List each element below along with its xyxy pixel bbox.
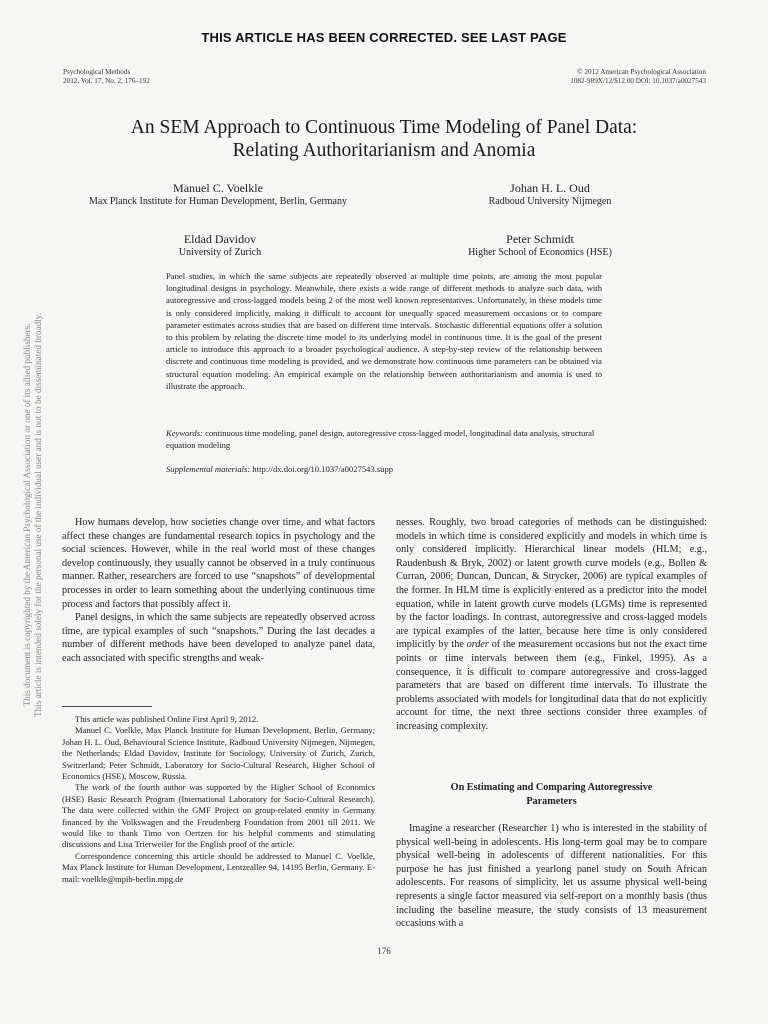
footnote: This article was published Online First April 9, 2012. (75, 714, 259, 724)
supplemental-link[interactable]: http://dx.doi.org/10.1037/a0027543.supp (250, 464, 394, 474)
footnote: The work of the fourth author was supported by the Higher School of Economics (HSE) Basic Research Program (International Laboratory for Socio-Cultural Research). The data were collected within the GMF Project on group-related enmity in Germany financed by the Volkswagen and the Freudenberg Foundation from 2001 till 2011. We would like to thank Timo von Oertzen for his helpful comments and stimulating discussions and Lisa Trierweiler for the English proof of the article. (62, 782, 375, 850)
author-affiliation: Max Planck Institute for Human Development, Berlin, Germany (89, 196, 347, 207)
body-column-left (62, 516, 375, 666)
body-paragraph: How humans develop, how societies change over time, and what factors affect these changes are fundamental research topics in psychology and the social sciences. However, while in the real world most of these changes develop continuously, they usually cannot be observed in a truly continuous manner. Rather, researchers are forced to use “snapshots” of developmental processes in order to learn something about the underlying continuous time process and factors that possibly affect it. (62, 517, 375, 610)
author-affiliation: University of Zurich (178, 247, 262, 258)
footnote: Manuel C. Voelkle, Max Planck Institute for Human Development, Berlin, Germany; Johan H. L. Oud, Behavioural Science Institute, Radboud University Nijmegen, Nijmegen, the Netherlands; Eldad Davidov, Institute for Sociology, University of Zurich, Zurich, Switzerland; Peter Schmidt, Laboratory for Socio-Cultural Research, Higher School of Economics (HSE), Moscow, Russia. (62, 725, 375, 782)
author-name: Peter Schmidt (506, 232, 574, 246)
author-name: Eldad Davidov (183, 232, 257, 246)
author-block-3 (100, 232, 340, 260)
body-text: nesses. Roughly, two broad categories of methods can be distinguished: models in which time is considered explicitly and models in which time is only considered implicitly. Hierarchical linear models (HLM; e.g., Raudenbush & Bryk, 2002) or latent growth curve models (e.g., Bollen & Curran, 2006; Duncan, Duncan, & Strycker, 2006) are typical examples of the former. In HLM time is explicitly entered as a predictor into the model equation, while in latent growth curve models (LGMs) time is represented by the factor loadings. In contrast, autoregressive and cross-lagged models are typical examples of the latter, because here time is only considered implicitly by the (396, 517, 707, 651)
journal-volume: 2012, Vol. 17, No. 2, 176–192 (63, 77, 150, 85)
keywords-text: continuous time modeling, panel design, autoregressive cross-lagged model, longitudinal data analysis, structural equation modeling (166, 428, 595, 451)
section-heading (396, 781, 707, 809)
body-column-right (396, 516, 707, 734)
author-block-2 (390, 181, 710, 209)
article-title (0, 116, 768, 162)
keywords (166, 427, 602, 451)
section-heading-line-1: On Estimating and Comparing Autoregressive (450, 782, 653, 793)
footnotes (62, 714, 375, 885)
author-affiliation: Radboud University Nijmegen (488, 196, 612, 207)
journal-info (63, 68, 150, 86)
author-name: Johan H. L. Oud (510, 181, 590, 195)
correction-banner: THIS ARTICLE HAS BEEN CORRECTED. SEE LAST PAGE (201, 30, 567, 45)
body-emphasis: order (466, 639, 489, 651)
body-column-right-continued (396, 822, 707, 931)
copyright-info (570, 68, 706, 86)
section-heading-line-2: Parameters (526, 796, 577, 807)
title-line-1: An SEM Approach to Continuous Time Modeling of Panel Data: (130, 117, 638, 138)
supplemental-label: Supplemental materials: (166, 464, 251, 474)
doi-line: 1082-989X/12/$12.00 DOI: 10.1037/a0027543 (570, 77, 706, 85)
journal-name: Psychological Methods (63, 68, 131, 76)
abstract: Panel studies, in which the same subjects are repeatedly observed at multiple time points, are among the most popular longitudinal designs in psychology. Meanwhile, there exists a wide range of different methods to analyze such data, with autoregressive and cross-lagged models being 2 of the most well known representatives. Unfortunately, in these models time is only considered implicitly, making it difficult to account for unequally spaced measurement occasions or to compare parameter estimates across studies that are based on different time intervals. Stochastic differential equations offer a solution to this problem by relating the discrete time model to its underlying model in continuous time. It is the goal of the present article to introduce this approach to a broader psychological audience. A step-by-step review of the relationship between discrete and continuous time modeling is provided, and we demonstrate how continuous time parameters can be obtained via structural equation modeling. An empirical example on the relationship between authoritarianism and anomia is used to illustrate the approach. (166, 271, 602, 391)
sidenote-line-2: This article is intended solely for the personal use of the individual user and is not to be disseminated broadly. (33, 312, 43, 718)
author-affiliation: Higher School of Economics (HSE) (468, 247, 612, 258)
footnote: Correspondence concerning this article should be addressed to Manuel C. Voelkle, Max Planck Institute for Human Development, Lentzeallee 94, 14195 Berlin, Germany. E-mail: voelkle@mpib-berlin.mpg.de (62, 850, 375, 884)
body-text: of the measurement occasions but not the exact time points or time intervals between them (e.g., Finkel, 1995). As a consequence, it is difficult to compare autoregressive and cross-lagged parameters that are based on different time intervals. To illustrate the problems associated with models for longitudinal data that do not explicitly account for time, the next three sections consider three examples of increasing complexity. (396, 639, 707, 732)
copyright-sidenote (22, 280, 43, 750)
body-paragraph: Imagine a researcher (Researcher 1) who is interested in the stability of physical well-being in adolescents. His long-term goal may be to compare physical well-being in adolescents of different nationalities. For this purpose he has just finished a yearlong panel study on South African adolescents. For reasons of simplicity, let us assume physical well-being represents a single factor measured via self-report on a monthly basis (thus including the baseline measure, the study consists of 13 measurement occasions with a (396, 823, 707, 930)
sidenote-line-1: This document is copyrighted by the American Psychological Association or one of its allied publishers. (22, 323, 32, 707)
page-number: 176 (377, 946, 391, 956)
body-paragraph (396, 516, 707, 734)
sidenote-text (22, 280, 44, 750)
author-name: Manuel C. Voelkle (173, 181, 263, 195)
copyright-line: © 2012 American Psychological Association (577, 68, 706, 76)
author-block-1 (58, 181, 378, 209)
author-block-4 (400, 232, 680, 260)
body-paragraph: Panel designs, in which the same subjects are repeatedly observed across time, are typical examples of such “snapshots.” During the last decades a number of different methods have been developed to analyze panel data, each associated with specific strengths and weak- (62, 612, 375, 664)
keywords-label: Keywords: (166, 428, 203, 438)
title-line-2: Relating Authoritarianism and Anomia (232, 140, 536, 161)
supplemental-materials (166, 463, 602, 475)
footnote-divider (62, 706, 152, 707)
